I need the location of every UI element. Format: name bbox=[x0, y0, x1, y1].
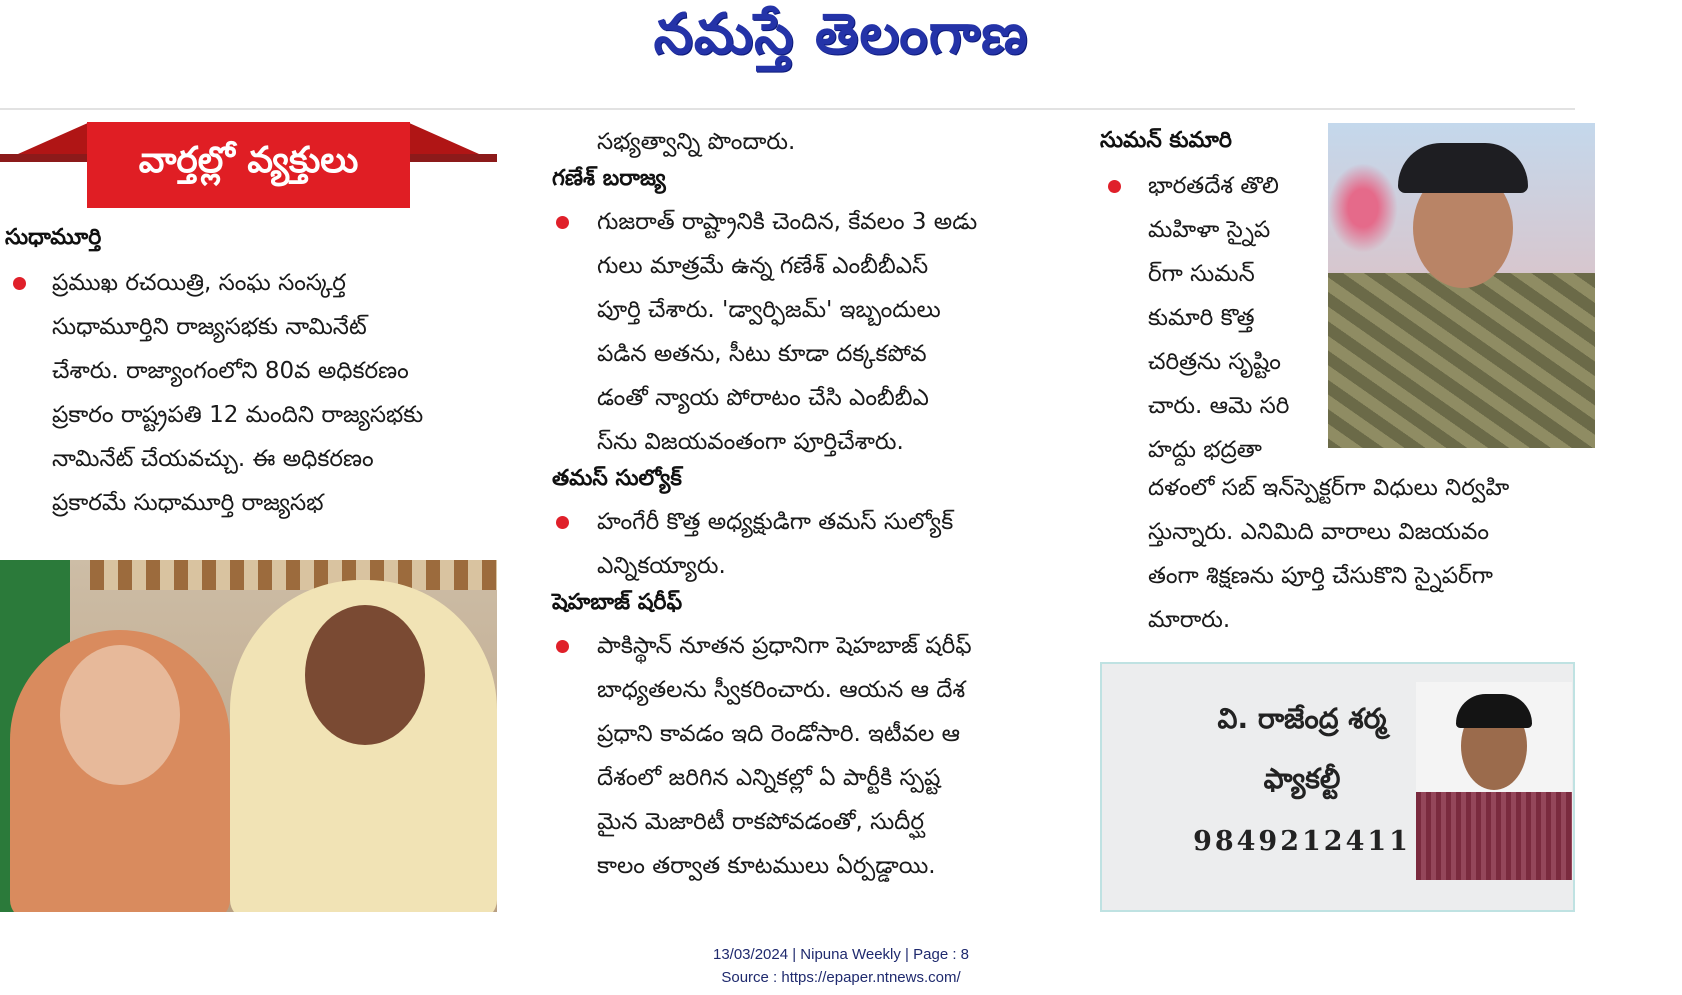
photo-suman-kumari bbox=[1328, 123, 1595, 448]
article-body: ప్రముఖ రచయిత్రి, సంఘ సంస్కర్త సుధామూర్తిని రాజ్యసభకు నామినేట్ చేశారు. రాజ్యాంగంలోని 80వ అధికరణం ప్రకారం రాష్ట్రపతి 12 మందిని రాజ్యసభకు నామినేట్ చేయవచ్చు. ఈ అధికరణం ప్రకారమే సుధామూర్తి రాజ్యసభ bbox=[5, 261, 497, 525]
article-heading: సుధామూర్తి bbox=[5, 225, 102, 250]
article-body-tamas: హంగేరీ కొత్త అధ్యక్షుడిగా తమస్ సుల్యోక్ ఎన్నికయ్యారు. bbox=[552, 500, 1042, 588]
bullet-icon bbox=[556, 216, 569, 229]
article-heading-ganesh: గణేశ్ బరాజ్య bbox=[552, 166, 666, 191]
article-heading-shehbaz: షెహబాజ్ షరీఫ్ bbox=[552, 590, 683, 615]
faculty-phone: 9849212411 bbox=[1193, 826, 1411, 857]
article-heading: సుమన్ కుమారి bbox=[1100, 128, 1232, 153]
article-body-continued: దళంలో సబ్ ఇన్‌స్పెక్టర్‌గా విధులు నిర్వహి స్తున్నారు. ఎనిమిది వారాలు విజయవం తంగా శిక్షణను పూర్తి చేసుకొని స్నైపర్‌గా మారారు. bbox=[1148, 475, 1510, 633]
section-title: వార్తల్లో వ్యక్తులు bbox=[87, 122, 410, 208]
faculty-card bbox=[1100, 662, 1575, 912]
faculty-photo bbox=[1416, 682, 1572, 880]
article-body: భారతదేశ తొలి మహిళా స్నైప ర్‌గా సుమన్ కుమారి కొత్త చరిత్రను సృష్టిం చారు. ఆమె సరి హద్దు భద్రతా bbox=[1100, 164, 1310, 472]
article-sudha-murty bbox=[5, 225, 497, 525]
carry-over-line: సభ్యత్వాన్ని పొందారు. bbox=[597, 129, 796, 155]
bullet-icon bbox=[1108, 180, 1121, 193]
photo-sudha-murty-with-president bbox=[0, 560, 497, 912]
faculty-role: ఫ్యాకల్టీ bbox=[1263, 762, 1341, 795]
article-heading-tamas: తమస్ సుల్యోక్ bbox=[552, 466, 682, 491]
bullet-icon bbox=[556, 516, 569, 529]
section-banner bbox=[0, 122, 497, 208]
header-rule bbox=[0, 108, 1575, 110]
bullet-icon bbox=[13, 277, 26, 290]
faculty-name: వి. రాజేంద్ర శర్మ bbox=[1217, 702, 1387, 735]
article-body-ganesh: గుజరాత్ రాష్ట్రానికి చెందిన, కేవలం 3 అడు గులు మాత్రమే ఉన్న గణేశ్ ఎంబీబీఎస్ పూర్తి చేశారు. 'డ్వార్ఫిజమ్' ఇబ్బందులు పడిన అతను, సీటు కూడా దక్కకపోవ డంతో న్యాయ పోరాటం చేసి ఎంబీబీఎ స్‌ను విజయవంతంగా పూర్తిచేశారు. bbox=[552, 200, 1042, 464]
article-suman-kumari bbox=[1100, 128, 1310, 472]
page-footer bbox=[0, 943, 1682, 989]
middle-column bbox=[552, 120, 1042, 888]
masthead-logo: నమస్తే తెలంగాణ bbox=[653, 2, 1029, 67]
article-body-shehbaz: పాకిస్థాన్ నూతన ప్రధానిగా షెహబాజ్ షరీఫ్ బాధ్యతలను స్వీకరించారు. ఆయన ఆ దేశ ప్రధాని కావడం ఇది రెండోసారి. ఇటీవల ఆ దేశంలో జరిగిన ఎన్నికల్లో ఏ పార్టీకి స్పష్ట మైన మెజారిటీ రాకపోవడంతో, సుదీర్ఘ కాలం తర్వాత కూటములు ఏర్పడ్డాయి. bbox=[552, 624, 1042, 888]
bullet-icon bbox=[556, 640, 569, 653]
footer-source-line: Source : https://epaper.ntnews.com/ bbox=[721, 969, 961, 986]
footer-date-line: 13/03/2024 | Nipuna Weekly | Page : 8 bbox=[712, 946, 970, 963]
